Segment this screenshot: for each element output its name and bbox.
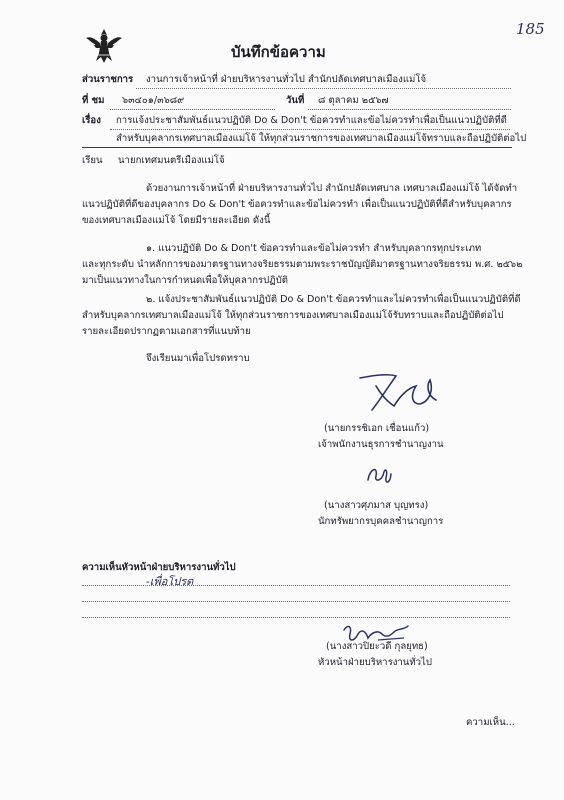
date-underline xyxy=(308,109,511,110)
handwritten-page-number: 185 xyxy=(516,20,545,38)
header-divider xyxy=(82,147,512,148)
subject-line-1: การแจ้งประชาสัมพันธ์แนวปฏิบัติ Do & Don't ข้อควรทำและข้อไม่ควรทำเพื่อเป็นแนวปฏิบัติที่ดี xyxy=(116,115,507,126)
closing-text: จึงเรียนมาเพื่อโปรดทราบ xyxy=(146,353,250,364)
ref-value: ๖๓๔๐๑/๓๖๘๙ xyxy=(122,95,185,106)
body-p3-line3: รายละเอียดปรากฏตามเอกสารที่แนบท้าย xyxy=(82,326,251,337)
signature-2 xyxy=(364,460,394,488)
signer-1-name: (นายกรรชิเอก เชื่อนแก้ว) xyxy=(324,423,430,434)
agency-underline xyxy=(136,88,511,89)
body-p3-line1: ๒. แจ้งประชาสัมพันธ์แนวปฏิบัติ Do & Don't ข้อควรทำและไม่ควรทำเพื่อเป็นแนวปฏิบัติที่ดี xyxy=(146,294,521,305)
signer-1-position: เจ้าพนักงานธุรการชำนาญงาน xyxy=(318,439,444,450)
signature-1 xyxy=(350,366,450,416)
opinion-line-2 xyxy=(82,601,510,602)
body-p2-line3: มาเป็นแนวทางในการกำหนดเพื่อให้บุคลากรปฏิบัติ xyxy=(82,275,289,286)
signer-3-name: (นางสาวปิยะวดี กุลยุทธ) xyxy=(326,641,428,652)
agency-value: งานการเจ้าหน้าที่ ฝ่ายบริหารงานทั่วไป สำนักปลัดเทศบาลเมืองแม่โจ้ xyxy=(146,74,427,85)
date-label: วันที่ xyxy=(286,95,305,106)
body-p3-line2: สำหรับบุคลากรเทศบาลเมืองแม่โจ้ ให้ทุกส่วนราชการของเทศบาลเมืองแม่โจ้รับทราบและถือปฏิบัติต่อไป xyxy=(82,310,504,321)
subject-line-2: สำหรับบุคลากรเทศบาลเมืองแม่โจ้ ให้ทุกส่วนราชการของเทศบาลเมืองแม่โจ้ทราบและถือปฏิบัติต่อไป xyxy=(116,133,527,144)
body-p1-line2: แนวปฏิบัติที่ดีของบุคลากร Do & Don't ข้อควรทำและข้อไม่ควรทำ เพื่อเป็นแนวปฏิบัติที่ดีสำหรับบุคลากร xyxy=(82,199,512,210)
signer-3-position: หัวหน้าฝ่ายบริหารงานทั่วไป xyxy=(318,657,432,668)
continuation-text: ความเห็น... xyxy=(466,717,515,728)
garuda-emblem-icon xyxy=(84,26,124,66)
agency-label: ส่วนราชการ xyxy=(82,74,134,85)
opinion-line-3 xyxy=(82,617,510,618)
ref-underline xyxy=(110,109,275,110)
opinion-heading: ความเห็นหัวหน้าฝ่ายบริหารงานทั่วไป xyxy=(82,562,236,573)
opinion-handwritten: -เพื่อโปรด xyxy=(146,575,194,588)
salutation-label: เรียน xyxy=(82,155,103,166)
subject-underline-1 xyxy=(110,129,510,130)
body-p1-line3: ของเทศบาลเมืองแม่โจ้ โดยมีรายละเอียด ดังนี้ xyxy=(82,215,271,226)
page-title: บันทึกข้อความ xyxy=(231,43,326,61)
date-value: ๘ ตุลาคม ๒๕๖๗ xyxy=(318,95,389,106)
ref-label: ที่ ชม xyxy=(82,95,105,106)
signer-2-position: นักทรัพยากรบุคคลชำนาญการ xyxy=(318,516,444,527)
signer-2-name: (นางสาวศุภมาส บุญทรง) xyxy=(324,500,429,511)
opinion-line-1 xyxy=(82,585,510,586)
salutation-value: นายกเทศมนตรีเมืองแม่โจ้ xyxy=(118,155,225,166)
body-p1-line1: ด้วยงานการเจ้าหน้าที่ ฝ่ายบริหารงานทั่วไป สำนักปลัดเทศบาล เทศบาลเมืองแม่โจ้ ได้จัดทำ xyxy=(146,183,518,194)
body-p2-line1: ๑. แนวปฏิบัติ Do & Don't ข้อควรทำและข้อไม่ควรทำ สำหรับบุคลากรทุกประเภท xyxy=(146,243,482,254)
subject-label: เรื่อง xyxy=(82,115,101,126)
body-p2-line2: และทุกระดับ นำหลักการของมาตรฐานทางจริยธรรมตามพระราชบัญญัติมาตรฐานทางจริยธรรม พ.ศ. ๒๕๖๒ xyxy=(82,259,523,270)
